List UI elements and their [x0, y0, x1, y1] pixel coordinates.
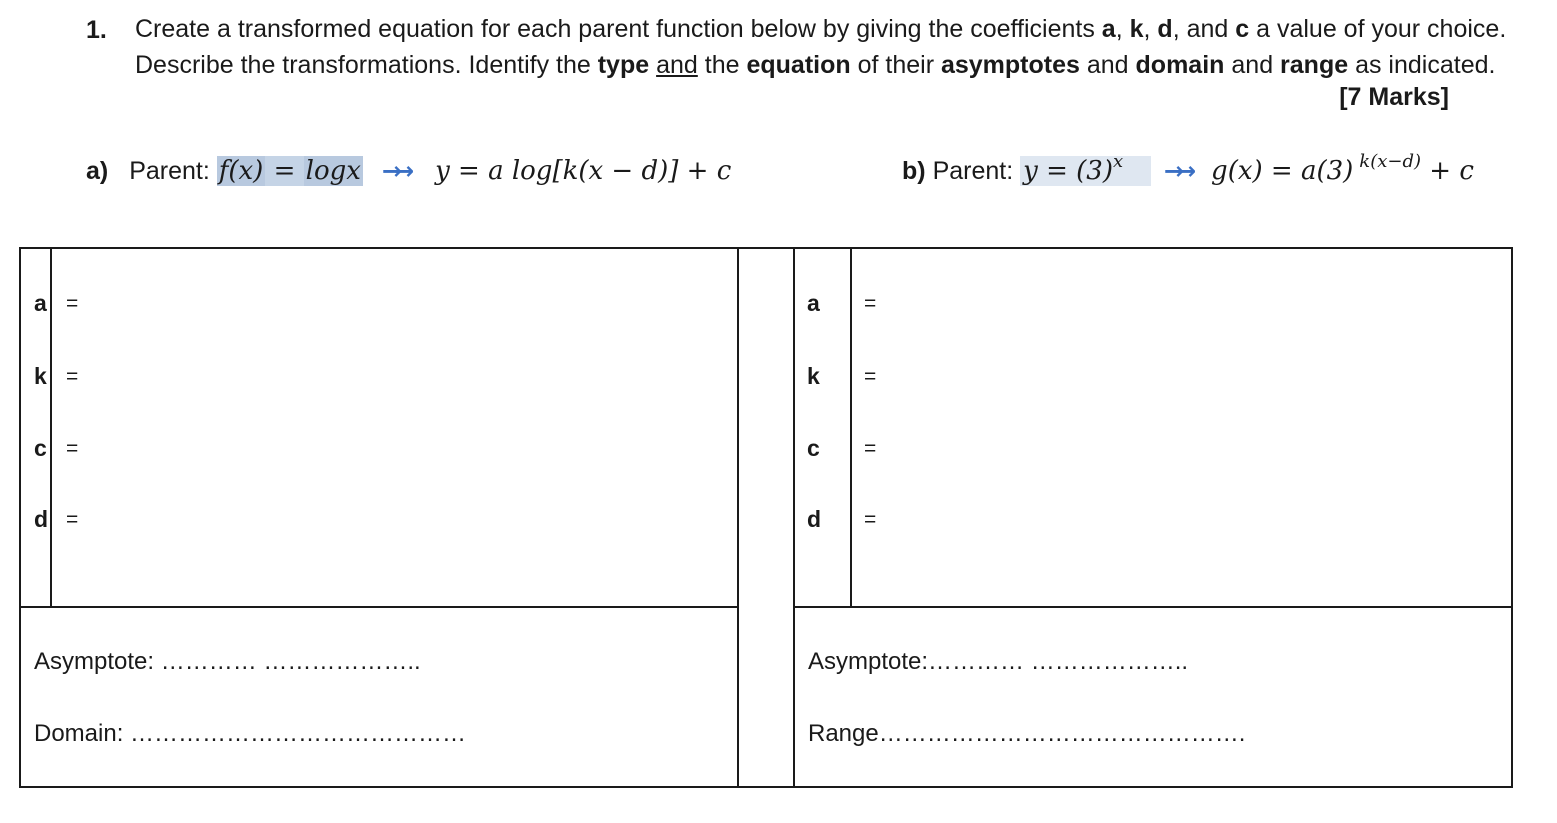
left-row-letter: a [34, 290, 47, 316]
part-a-parent-label: Parent: [129, 157, 210, 185]
part-a-parent-function: f(x) = logx [218, 156, 361, 186]
table-border-bottom [19, 786, 1513, 788]
part-a-arrow-icon: →→ [381, 157, 407, 185]
table-border-right [1511, 247, 1513, 788]
keyword-type: type [597, 51, 650, 79]
part-b-label: b) [902, 157, 926, 185]
left-domain-field[interactable]: Domain: …………………………………… [34, 720, 467, 747]
left-asymptote-field[interactable]: Asymptote: ………… ……………….. [34, 648, 421, 675]
table-gap-left [737, 247, 739, 788]
part-b-parent-label: Parent: [932, 157, 1014, 185]
part-a-transformed-equation: y = a log[k(x − d)] + c [435, 156, 732, 186]
part-b-arrow-icon: →→ [1163, 157, 1189, 185]
keyword-and: and [656, 51, 698, 79]
right-row-equals: = [864, 437, 877, 460]
table-divider-left [19, 606, 739, 608]
left-row-letter: k [34, 363, 47, 389]
left-row-equals: = [66, 437, 79, 460]
table-gap-right [793, 247, 795, 788]
part-a-heading [86, 156, 731, 186]
part-b-parent-function: $y = (3)^x$ [1020, 156, 1151, 186]
right-row-letter: d [807, 506, 822, 532]
part-a-label: a) [86, 157, 109, 185]
right-row-letter: a [807, 290, 820, 316]
keyword-equation: equation [746, 51, 851, 79]
left-row-letter: d [34, 506, 49, 532]
part-b-transformed-equation: g(x) = a(3) $^{k(x-d)}$ + c [1211, 151, 1474, 186]
right-row-equals: = [864, 508, 877, 531]
part-b-heading [902, 151, 1474, 186]
right-row-letter: c [807, 435, 820, 461]
right-row-equals: = [864, 365, 877, 388]
keyword-range: range [1280, 51, 1349, 79]
left-row-letter: c [34, 435, 47, 461]
table-border-left [19, 247, 21, 788]
keyword-asymptotes: asymptotes [940, 51, 1080, 79]
coefficient-k: k [1129, 15, 1144, 43]
left-row-equals: = [66, 292, 79, 315]
right-range-field[interactable]: Range………………………………………. [808, 720, 1246, 747]
left-row-equals: = [66, 508, 79, 531]
table-letter-column-left [50, 247, 52, 607]
left-row-equals: = [66, 365, 79, 388]
coefficient-c: c [1235, 15, 1250, 43]
right-row-equals: = [864, 292, 877, 315]
table-letter-column-right [850, 247, 852, 607]
keyword-domain: domain [1135, 51, 1225, 79]
question-number: 1. [86, 16, 107, 44]
table-border-top [19, 247, 1513, 249]
table-divider-right [793, 606, 1513, 608]
marks-label: [7 Marks] [1339, 83, 1449, 111]
coefficient-d: d [1157, 15, 1173, 43]
question-text: Create a transformed equation for each parent function below by giving the coefficients a, k, d, and c a value of your choice. Describe the transformations. Identify the type and the equation of their asymptotes and domain and range as indicated. [135, 15, 1507, 79]
right-row-letter: k [807, 363, 820, 389]
right-asymptote-field[interactable]: Asymptote:………… ……………….. [808, 648, 1189, 675]
coefficient-a: a [1101, 15, 1116, 43]
